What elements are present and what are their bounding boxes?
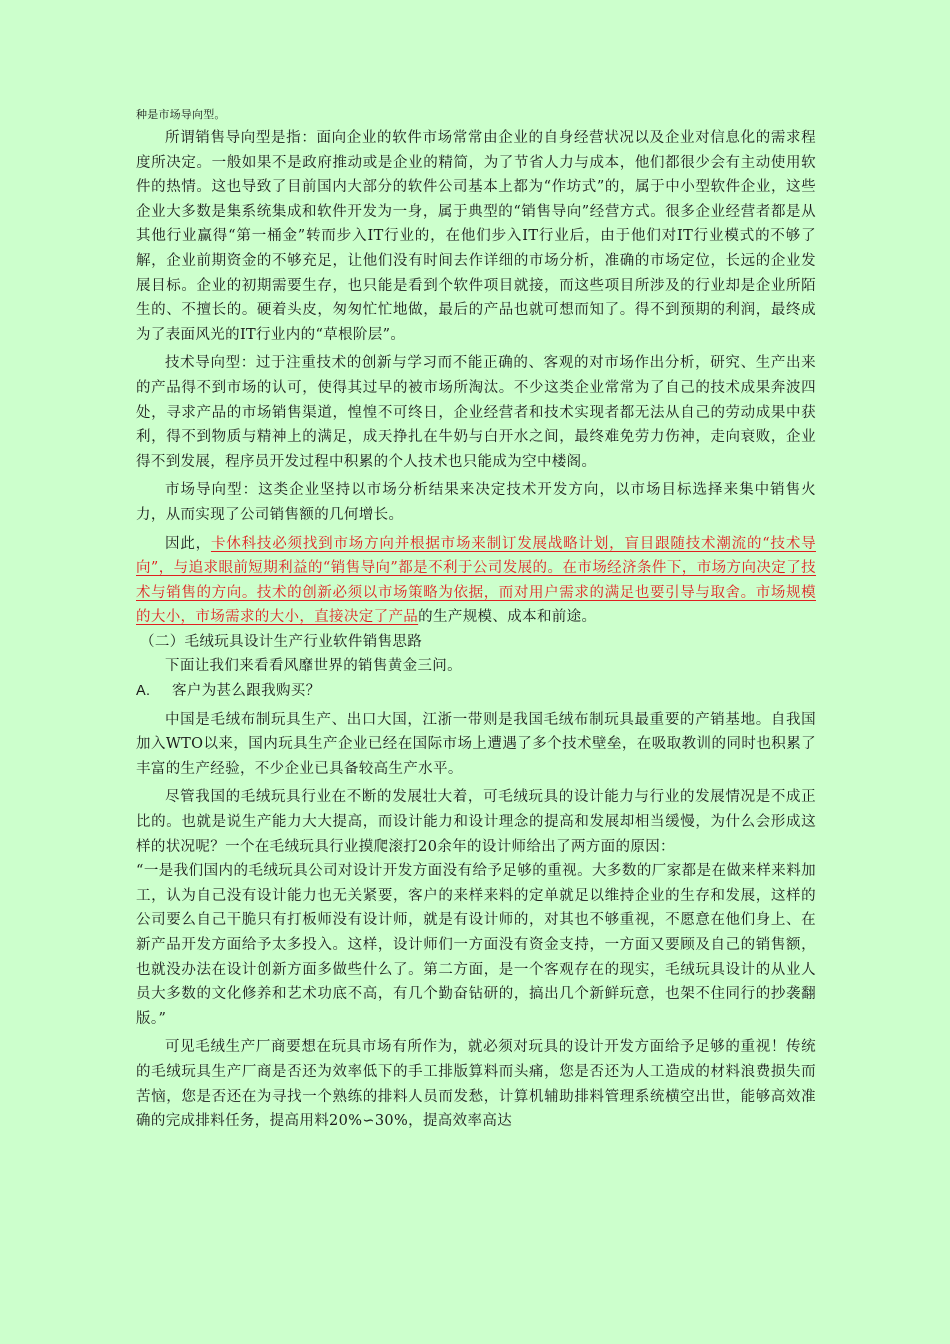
section-heading: （二）毛绒玩具设计生产行业软件销售思路 xyxy=(140,633,423,650)
top-fragment: 种是市场导向型。 xyxy=(136,108,226,121)
paragraph-sales-oriented: 所谓销售导向型是指：面向企业的软件市场常常由企业的自身经营状况以及企业对信息化的需求程度所决定。一般如果不是政府推动或是企业的精简，为了节省人力与成本，他们都很少会有主动使用软件的热情。这也导致了目前国内大部分的软件公司基本上都为“作坊式”的，属于中小型软件企业，这些企业大多数是集系统集成和软件开发为一身，属于典型的“销售导向”经营方式。很多企业经营者都是从其他行业赢得“第一桶金”转而步入IT行业的，在他们步入IT行业后，由于他们对IT行业模式的不够了解，企业前期资金的不够充足，让他们没有时间去作详细的市场分析，准确的市场定位，长远的企业发展目标。企业的初期需要生存，也只能是看到个软件项目就接，而这些项目所涉及的行业却是企业所陌生的、不擅长的。硬着头皮，匆匆忙忙地做，最后的产品也就可想而知了。得不到预期的利润，最终成为了表面风光的IT行业内的“草根阶层”。 xyxy=(136,130,816,343)
conclusion-highlighted-text: 卡休科技必须找到市场方向并根据市场来制订发展战略计划，盲目跟随技术潮流的“技术导向”，与追求眼前短期利益的“销售导向”都是不利于公司发展的。在市场经济条件下，市场方向决定了技术与销售的方向。技术的创新必须以市场策略为依据，而对用户需求的满足也要引导与取舍。市场规模的大小，市场需求的大小，直接决定了产品 xyxy=(136,535,816,626)
question-text: 客户为甚么跟我购买？ xyxy=(172,683,321,700)
question-a xyxy=(136,679,816,704)
conclusion-prefix: 因此， xyxy=(165,535,211,552)
question-marker: A. xyxy=(136,683,151,700)
paragraph-tech-oriented: 技术导向型：过于注重技术的创新与学习而不能正确的、客观的对市场作出分析，研究、生产出来的产品得不到市场的认可，使得其过早的被市场所淘汰。不少这类企业常常为了自己的技术成果奔波四处，寻求产品的市场销售渠道，惶惶不可终日，企业经营者和技术实现者都无法从自己的劳动成果中获利，得不到物质与精神上的满足，成天挣扎在牛奶与白开水之间，最终难免劳力伤神，走向衰败，企业得不到发展，程序员开发过程中积累的个人技术也只能成为空中楼阁。 xyxy=(136,355,816,470)
paragraph-quote: “一是我们国内的毛绒玩具公司对设计开发方面没有给予足够的重视。大多数的厂家都是在做来样来料加工，认为自己没有设计能力也无关紧要，客户的来样来料的定单就足以维持企业的生存和发展，这样的公司要么自己干脆只有打板师没有设计师，就是有设计师的，对其也不够重视，不愿意在他们身上、在新产品开发方面给予太多投入。这样，设计师们一方面没有资金支持，一方面又要顾及自己的销售额，也就没办法在设计创新方面多做些什么了。第二方面，是一个客观存在的现实，毛绒玩具设计的从业人员大多数的文化修养和艺术功底不高，有几个勤奋钻研的，搞出几个新鲜玩意，也架不住同行的抄袭翻版。” xyxy=(136,863,816,1027)
paragraph-market-oriented: 市场导向型：这类企业坚持以市场分析结果来决定技术开发方向，以市场目标选择来集中销售火力，从而实现了公司销售额的几何增长。 xyxy=(136,482,816,523)
paragraph-conclusion xyxy=(136,532,816,630)
paragraph-despite: 尽管我国的毛绒玩具行业在不断的发展壮大着，可毛绒玩具的设计能力与行业的发展情况是不成正比的。也就是说生产能力大大提高，而设计能力和设计理念的提高和发展却相当缓慢，为什么会形成这样的状况呢？一个在毛绒玩具行业摸爬滚打20余年的设计师给出了两方面的原因： xyxy=(136,789,816,855)
paragraph-visible: 可见毛绒生产厂商要想在玩具市场有所作为，就必须对玩具的设计开发方面给予足够的重视！传统的毛绒玩具生产厂商是否还为效率低下的手工排版算料而头痛，您是否还为人工造成的材料浪费损失而苦恼，您是否还在为寻找一个熟练的排料人员而发愁，计算机辅助排料管理系统横空出世，能够高效准确的完成排料任务，提高用料20%∽30%，提高效率高达 xyxy=(136,1039,816,1130)
conclusion-suffix: 的生产规模、成本和前途。 xyxy=(418,609,597,626)
document-page xyxy=(136,104,816,1134)
paragraph-intro: 下面让我们来看看风靡世界的销售黄金三问。 xyxy=(165,658,462,675)
paragraph-china: 中国是毛绒布制玩具生产、出口大国，江浙一带则是我国毛绒布制玩具最重要的产销基地。自我国加入WTO以来，国内玩具生产企业已经在国际市场上遭遇了多个技术壁垒，在吸取教训的同时也积累了丰富的生产经验，不少企业已具备较高生产水平。 xyxy=(136,711,816,777)
